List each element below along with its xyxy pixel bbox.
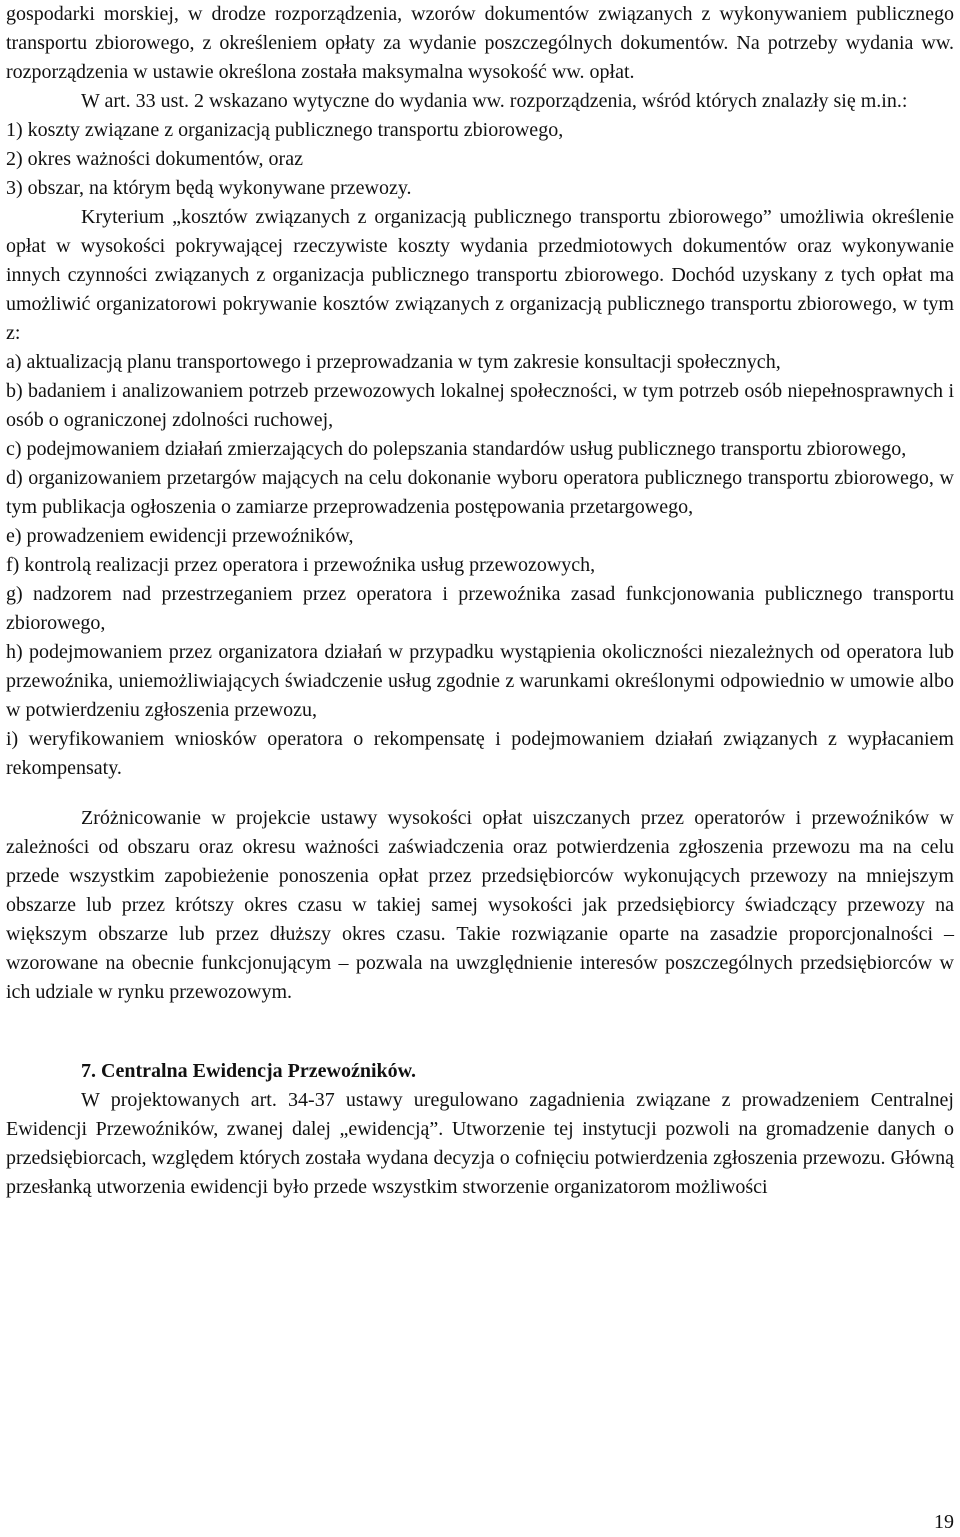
section-heading: 7. Centralna Ewidencja Przewoźników. <box>81 1060 416 1082</box>
list-item: b) badaniem i analizowaniem potrzeb przewozowych lokalnej społeczności, w tym potrzeb osób niepełnosprawnych i osób o ograniczonej zdolności ruchowej, <box>6 380 954 431</box>
list-item: a) aktualizacją planu transportowego i przeprowadzania w tym zakresie konsultacji społecznych, <box>6 351 781 373</box>
paragraph-intro: gospodarki morskiej, w drodze rozporządzenia, wzorów dokumentów związanych z wykonywaniem publicznego transportu zbiorowego, z określeniem opłaty za wydanie poszczególnych dokumentów. Na potrzeby wydania ww. rozporządzenia w ustawie określona została maksymalna wysokość ww. opłat. <box>6 3 954 83</box>
paragraph-register: W projektowanych art. 34-37 ustawy uregulowano zagadnienia związane z prowadzeniem Centralnej Ewidencji Przewoźników, zwanej dalej „ewidencją”. Utworzenie tej instytucji pozwoli na gromadzenie danych o przedsiębiorcach, względem których została wydana decyzja o cofnięciu potwierdzenia zgłoszenia przewozu. Główną przesłanką utworzenia ewidencji było przede wszystkim stworzenie organizatorom możliwości <box>6 1089 954 1198</box>
list-item: g) nadzorem nad przestrzeganiem przez operatora i przewoźnika zasad funkcjonowania publicznego transportu zbiorowego, <box>6 583 954 634</box>
document-page <box>6 0 954 1202</box>
page-number: 19 <box>934 1511 954 1533</box>
costs-list <box>6 348 954 783</box>
list-item: d) organizowaniem przetargów mających na celu dokonanie wyboru operatora publicznego transportu zbiorowego, w tym publikacja ogłoszenia o zamiarze przeprowadzenia postępowania przetargowego, <box>6 467 954 518</box>
list-item: 1) koszty związane z organizacją publicznego transportu zbiorowego, <box>6 119 564 141</box>
paragraph-art33: W art. 33 ust. 2 wskazano wytyczne do wydania ww. rozporządzenia, wśród których znalazły się m.in.: <box>81 90 908 112</box>
list-item: c) podejmowaniem działań zmierzających do polepszania standardów usług publicznego transportu zbiorowego, <box>6 438 907 460</box>
spacer <box>6 1007 954 1057</box>
paragraph-differentiation: Zróżnicowanie w projekcie ustawy wysokości opłat uiszczanych przez operatorów i przewoźników w zależności od obszaru oraz okresu ważności zaświadczenia oraz potwierdzenia zgłoszenia przewozu ma na celu przede wszystkim zapobieżenie ponoszenia opłat przez przedsiębiorców wykonujących przewozy na mniejszym obszarze lub przez krótszy okres czasu w takiej samej wysokości jak przedsiębiorcy świadczący przewozy na większym obszarze lub przez dłuższy okres czasu. Takie rozwiązanie oparte na zasadzie proporcjonalności – wzorowane na obecnie funkcjonującym – pozwala na uwzględnienie interesów poszczególnych przedsiębiorców w ich udziale w rynku przewozowym. <box>6 807 954 1003</box>
spacer <box>6 783 954 804</box>
list-item: 2) okres ważności dokumentów, oraz <box>6 148 303 170</box>
list-item: e) prowadzeniem ewidencji przewoźników, <box>6 525 354 547</box>
list-item: 3) obszar, na którym będą wykonywane przewozy. <box>6 177 412 199</box>
paragraph-criterion: Kryterium „kosztów związanych z organizacją publicznego transportu zbiorowego” umożliwia określenie opłat w wysokości pokrywającej rzeczywiste koszty wydania przedmiotowych dokumentów oraz wykonywanie innych czynności związanych z organizacja publicznego transportu zbiorowego. Dochód uzyskany z tych opłat ma umożliwić organizatorowi pokrywanie kosztów związanych z organizacją publicznego transportu zbiorowego, w tym z: <box>6 206 954 344</box>
list-item: i) weryfikowaniem wniosków operatora o rekompensatę i podejmowaniem działań związanych z wypłacaniem rekompensaty. <box>6 728 954 779</box>
list-item: f) kontrolą realizacji przez operatora i przewoźnika usług przewozowych, <box>6 554 596 576</box>
list-item: h) podejmowaniem przez organizatora działań w przypadku wystąpienia okoliczności niezależnych od operatora lub przewoźnika, uniemożliwiających świadczenie usług zgodnie z warunkami określonymi odpowiednio w umowie albo w potwierdzeniu zgłoszenia przewozu, <box>6 641 954 721</box>
guidelines-list <box>6 116 954 203</box>
